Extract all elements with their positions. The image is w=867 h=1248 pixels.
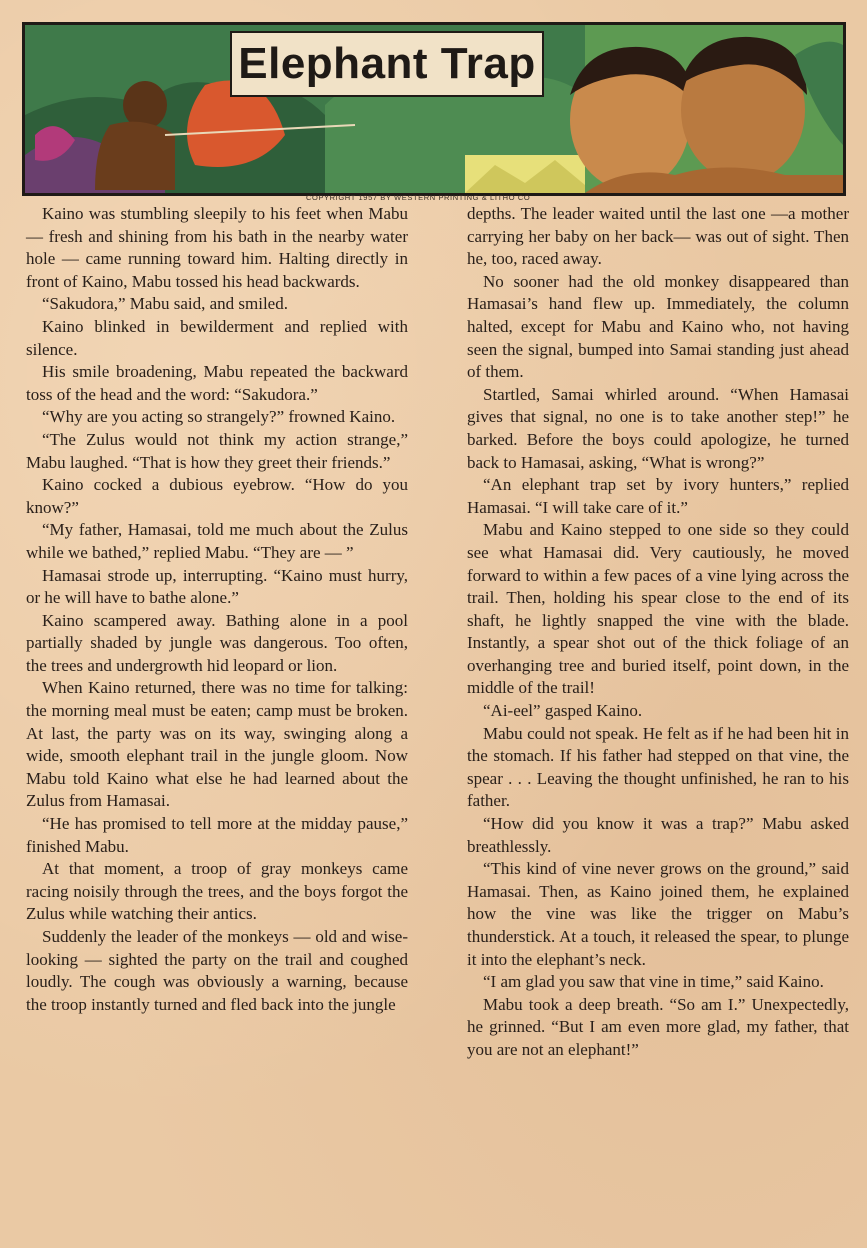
paragraph: Kaino was stumbling sleepily to his feet when Mabu — fresh and shining from his bath in the nearby water hole — came running toward him. Halting directly in front of Kaino, Mabu tossed his head backwards. xyxy=(26,204,408,291)
paragraph: “How did you know it was a trap?” Mabu asked breathlessly. xyxy=(467,814,849,856)
paragraph: Hamasai strode up, interrupting. “Kaino must hurry, or he will have to bathe alone.” xyxy=(26,565,408,608)
paragraph: “The Zulus would not think my action strange,” Mabu laughed. “That is how they greet their friends.” xyxy=(26,429,408,472)
paragraph: “Why are you acting so strangely?” frowned Kaino. xyxy=(42,407,396,427)
copyright-notice: COPYRIGHT 1957 BY WESTERN PRINTING & LITHO CO xyxy=(306,193,531,202)
paragraph: “My father, Hamasai, told me much about the Zulus while we bathed,” replied Mabu. “They are — ” xyxy=(26,520,408,562)
paragraph: His smile broadening, Mabu repeated the backward toss of the head and the word: “Sakudora.” xyxy=(26,362,408,404)
paragraph: When Kaino returned, there was no time for talking: the morning meal must be eaten; camp must be broken. At last, the party was on its way, swinging along a wide, smooth elephant trail in the jungle gloom. Now Mabu told Kaino what else he had learned about the Zulus from Hamasai. xyxy=(26,678,408,811)
title-illustration xyxy=(22,22,846,196)
paragraph: “This kind of vine never grows on the ground,” said Hamasai. Then, as Kaino joined them, he explained how the vine was like the trigger on Mabu’s thunderstick. At a touch, it released the spear, to plunge it into the elephant’s neck. xyxy=(467,859,849,969)
paragraph: At that moment, a troop of gray monkeys came racing noisily through the trees, and the boys forgot the Zulus while watching their antics. xyxy=(26,859,408,924)
paragraph: Kaino cocked a dubious eyebrow. “How do you know?” xyxy=(26,475,408,517)
paragraph: No sooner had the old monkey disappeared than Hamasai’s hand flew up. Immediately, the column halted, except for Mabu and Kaino who, not having seen the signal, bumped into Samai standing just ahead of them. xyxy=(467,271,849,382)
paragraph: “An elephant trap set by ivory hunters,” replied Hamasai. “I will take care of it.” xyxy=(467,475,849,517)
paragraph: Mabu could not speak. He felt as if he had been hit in the stomach. If his father had stepped on that vine, the spear . . . Leaving the thought unfinished, he ran to his father. xyxy=(467,723,849,811)
paragraph: “He has promised to tell more at the midday pause,” finished Mabu. xyxy=(26,814,408,856)
paragraph: Suddenly the leader of the monkeys — old and wise-looking — sighted the party on the trail and coughed loudly. The cough was obviously a warning, because the troop instantly turned and fled back into the jungle xyxy=(26,927,408,1014)
paragraph-continuation: depths. The leader waited until the last one —a mother carrying her baby on her back— was out of sight. Then he, too, raced away. xyxy=(467,204,849,269)
paragraph: “I am glad you saw that vine in time,” said Kaino. xyxy=(483,972,824,992)
paragraph: Mabu took a deep breath. “So am I.” Unexpectedly, he grinned. “But I am even more glad, my father, that you are not an elephant!” xyxy=(467,994,849,1059)
paragraph: Startled, Samai whirled around. “When Hamasai gives that signal, no one is to take another step!” he barked. Before the boys could apologize, he turned back to Hamasai, asking, “What is wrong?” xyxy=(467,384,849,472)
paragraph: “Ai-eel” gasped Kaino. xyxy=(483,701,643,721)
left-column xyxy=(26,203,408,1016)
paragraph: Mabu and Kaino stepped to one side so they could see what Hamasai did. Very cautiously, he moved forward to within a few paces of a vine lying across the trail. Then, holding his spear close to the end of its shaft, he lightly snapped the vine with the blade. Instantly, a spear shot out of the thick foliage of an overhanging tree and buried itself, point down, in the middle of the trail! xyxy=(467,520,849,698)
paragraph: “Sakudora,” Mabu said, and smiled. xyxy=(42,294,288,314)
right-column xyxy=(467,203,849,1062)
story-title: Elephant Trap xyxy=(230,31,544,97)
paragraph: Kaino blinked in bewilderment and replied with silence. xyxy=(26,316,408,359)
paragraph: Kaino scampered away. Bathing alone in a pool partially shaded by jungle was dangerous. Too often, the trees and undergrowth hid leopard or lion. xyxy=(26,610,408,675)
